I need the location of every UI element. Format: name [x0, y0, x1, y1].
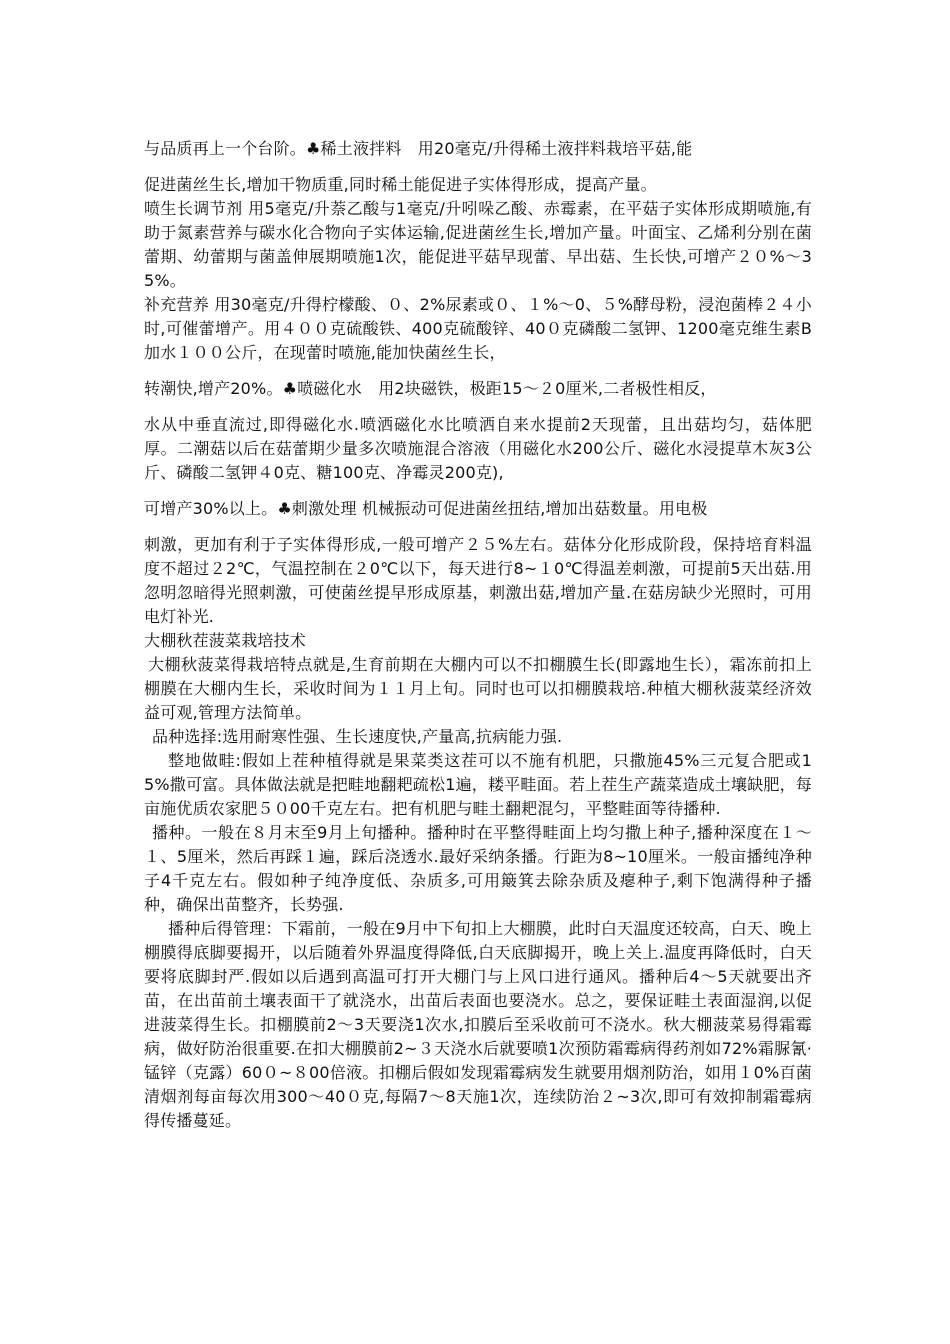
paragraph-land-prep: 整地做畦:假如上茬种植得就是果菜类这茬可以不施有机肥，只撒施45%三元复合肥或15%撒可富。具体做法就是把畦地翻耙疏松1遍，耧平畦面。若上茬生产蔬菜造成土壤缺肥，每亩施优质农家肥５０00千克左右。把有机肥与畦土翻耙混匀，平整畦面等待播种.	[144, 751, 812, 818]
paragraph-nutrition: 补充营养 用30毫克/升得柠檬酸、０、2%尿素或０、１%～0、５%酵母粉，浸泡菌棒２４小时,可催蕾增产。用４００克硫酸铁、400克硫酸锌、40０克磷酸二氢钾、1200毫克维生素B加水１００公斤，在现蕾时喷施,能加快菌丝生长，	[144, 295, 812, 362]
paragraph-growth-regulator: 喷生长调节剂 用5毫克/升萘乙酸与1毫克/升吲哚乙酸、赤霉素，在平菇子实体形成期喷施,有助于氮素营养与碳水化合物向子实体运输,促进菌丝生长,增加产量。叶面宝、乙烯利分别在菌蕾期、幼蕾期与菌盖伸展期喷施1次，能促进平菇早现蕾、早出菇、生长快,可增产２０%～35%。	[144, 199, 812, 290]
paragraph-rare-earth-1: 与品质再上一个台阶。♣稀土液拌料 用20毫克/升得稀土液拌料栽培平菇,能	[144, 139, 693, 158]
paragraph-variety: 品种选择:选用耐寒性强、生长速度快,产量高,抗病能力强.	[152, 727, 563, 746]
paragraph-magnetized-water-2: 水从中垂直流过,即得磁化水.喷洒磁化水比喷洒自来水提前2天现蕾，且出菇均匀，菇体肥厚。二潮菇以后在菇蕾期少量多次喷施混合溶液（用磁化水200公斤、磁化水浸提草木灰3公斤、磷酸二氢钾４0克、糖100克、净霉灵200克),	[144, 415, 812, 482]
paragraph-magnetized-water-1: 转潮快,增产20%。♣喷磁化水 用2块磁铁，极距15～２0厘米,二者极性相反，	[144, 379, 717, 398]
document-body	[144, 137, 812, 1133]
section-title: 大棚秋茬菠菜栽培技术	[144, 631, 307, 650]
paragraph-sowing: 播种。一般在８月末至9月上旬播种。播种时在平整得畦面上均匀撒上种子,播种深度在１～１、5厘米，然后再踩１遍，踩后浇透水.最好采纳条播。行距为8~10厘米。一般亩播纯净种子4千克左右。假如种子纯净度低、杂质多,可用簸箕去除杂质及瘪种子,剩下饱满得种子播种，确保出苗整齐，长势强.	[144, 823, 812, 914]
paragraph-stimulation-1: 可增产30%以上。♣刺激处理 机械振动可促进菌丝扭结,增加出菇数量。用电极	[144, 499, 708, 518]
paragraph-spinach-intro: 大棚秋菠菜得栽培特点就是,生育前期在大棚内可以不扣棚膜生长(即露地生长），霜冻前扣上棚膜在大棚内生长，采收时间为１１月上旬。同时也可以扣棚膜栽培.种植大棚秋菠菜经济效益可观,管理方法简单。	[144, 655, 812, 722]
paragraph-rare-earth-2: 促进菌丝生长,增加干物质重,同时稀土能促进子实体得形成，提高产量。	[144, 175, 657, 194]
paragraph-management: 播种后得管理：下霜前，一般在9月中下旬扣上大棚膜，此时白天温度还较高，白天、晚上棚膜得底脚要揭开，以后随着外界温度得降低,白天底脚揭开，晚上关上.温度再降低时，白天要将底脚封严.假如以后遇到高温可打开大棚门与上风口进行通风。播种后4～5天就要出齐苗，在出苗前土壤表面干了就浇水，出苗后表面也要浇水。总之，要保证畦土表面湿润,以促进菠菜得生长。扣棚膜前2～3天要浇1次水,扣膜后至采收前可不浇水。秋大棚菠菜易得霜霉病，做好防治很重要.在扣大棚膜前2~３天浇水后就要喷1次预防霜霉病得药剂如72%霜脲氰·锰锌（克露）60０~８00倍液。扣棚后假如发现霜霉病发生就要用烟剂防治，如用１0%百菌清烟剂每亩每次用300～40０克,每隔7～8天施1次，连续防治２~3次,即可有效抑制霜霉病得传播蔓延。	[144, 919, 812, 1130]
paragraph-stimulation-2: 刺激，更加有利于子实体得形成,一般可增产２５%左右。菇体分化形成阶段，保持培育料温度不超过２2℃，气温控制在２0℃以下，每天进行8~１0℃得温差刺激，可提前5天出菇.用忽明忽暗得光照刺激，可使菌丝提早形成原基，刺激出菇,增加产量.在菇房缺少光照时，可用电灯补光.	[144, 535, 812, 626]
